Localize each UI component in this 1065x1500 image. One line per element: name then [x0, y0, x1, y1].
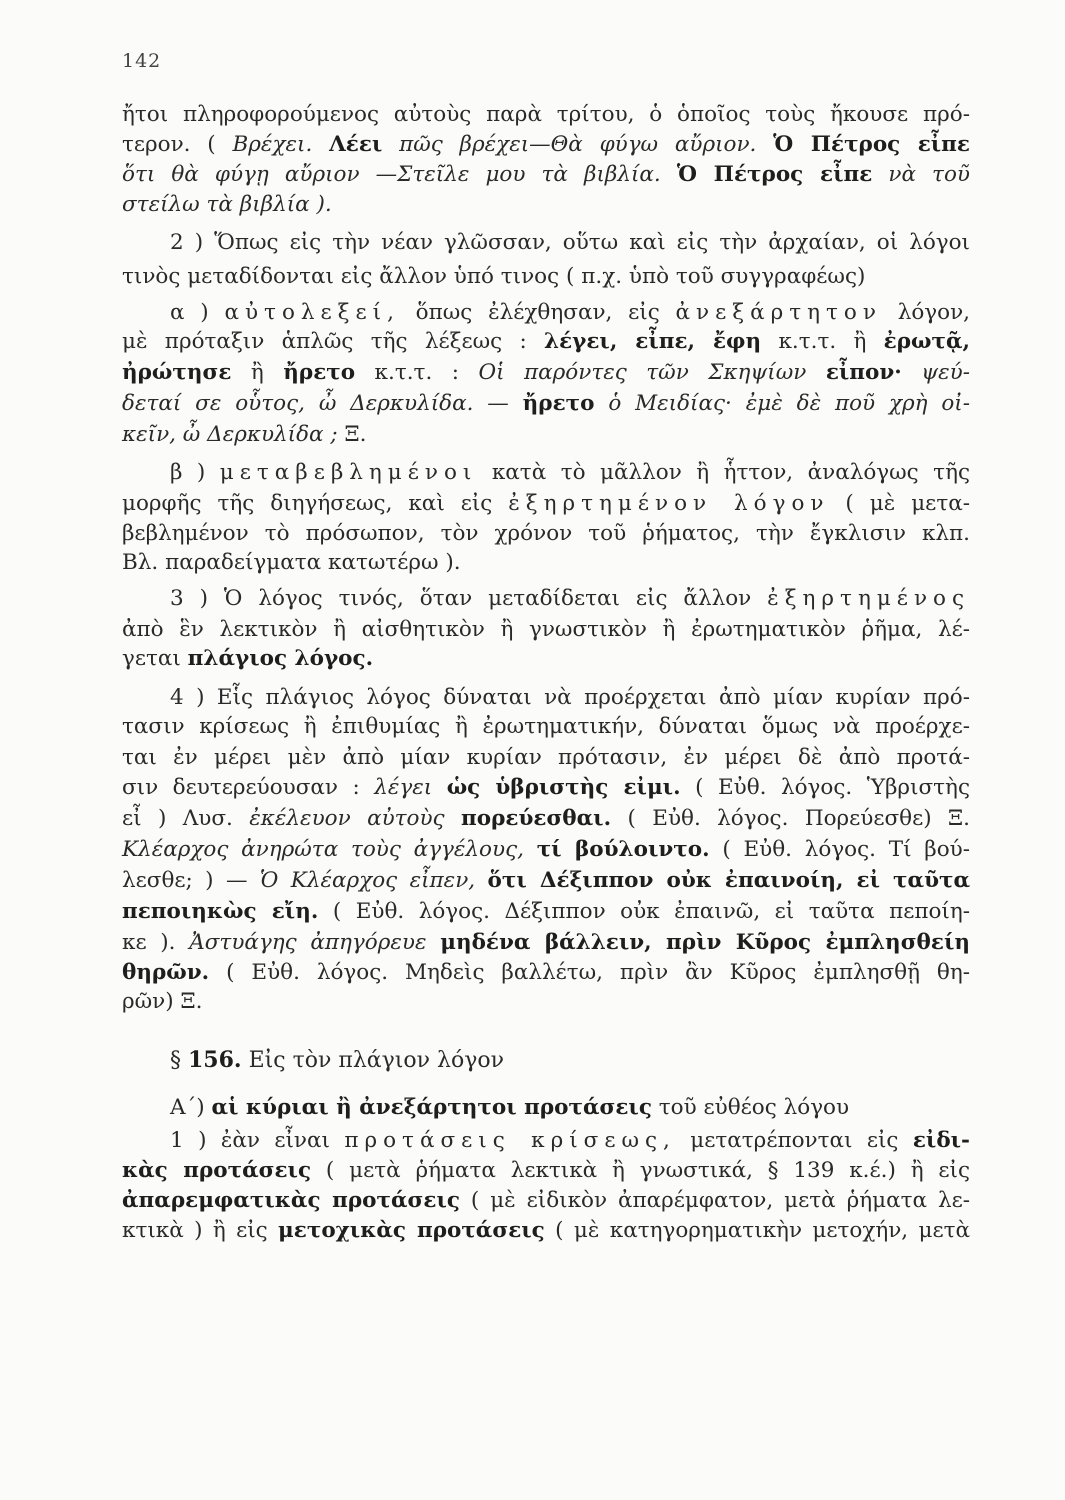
text-segment: εἶπον·: [825, 360, 902, 385]
text-segment: λόγον,: [881, 300, 970, 325]
text-segment: Κλέαρχος ἀνηρώτα τοὺς ἀγγέλους,: [122, 837, 524, 862]
text-segment: στείλω τὰ βιβλία ).: [122, 192, 332, 217]
text-line: [170, 1093, 849, 1123]
text-segment: μετοχικὰς προτάσεις: [278, 1218, 545, 1243]
text-segment: ψεύ-: [921, 360, 970, 385]
text-segment: ( Εὐθ. λόγος. Ὑβριστὴς: [680, 775, 970, 800]
text-segment: 3 ) Ὁ λόγος τινός, ὅταν μεταδίδεται εἰς ἄλλον: [170, 586, 768, 611]
text-segment: Ὁ Πέτρος εἶπε: [676, 162, 873, 187]
text-segment: προτάσεις κρίσεως,: [344, 1128, 676, 1153]
text-segment: ( μὲ εἰδικὸν ἀπαρέμφατον, μετὰ ῥήματα λε-: [459, 1188, 970, 1213]
text-segment: μετατρέπονται εἰς: [675, 1128, 913, 1153]
text-segment: 2 ) Ὅπως εἰς τὴν νέαν γλῶσσαν, οὕτω καὶ εἰς τὴν ἀρχαίαν, οἱ λόγοι: [170, 230, 970, 255]
text-segment: 156.: [188, 1047, 242, 1073]
text-segment: Οἱ παρόντες τῶν Σκηψίων: [478, 360, 807, 385]
text-segment: ( μὲ κατηγορηματικὴν μετοχήν, μετὰ: [544, 1218, 971, 1243]
text-segment: [902, 360, 921, 385]
text-line: [122, 190, 332, 220]
text-segment: μορφῆς τῆς διηγήσεως, καὶ εἰς: [122, 491, 509, 516]
text-segment: [432, 775, 447, 800]
text-segment: [872, 162, 888, 187]
text-segment: ( μὲ μετα-: [829, 491, 970, 516]
text-segment: κτικὰ ) ἢ εἰς: [122, 1218, 279, 1243]
text-segment: ἐξηρτημένον λόγον: [508, 491, 830, 516]
text-segment: Ξ.: [337, 422, 367, 447]
text-line: [122, 548, 461, 578]
text-segment: κατὰ τὸ μᾶλλον ἢ ἧττον, ἀναλόγως τῆς: [477, 460, 970, 485]
text-line: [122, 1186, 970, 1216]
text-segment: ( Εὐθ. λόγος. Τί βού-: [709, 837, 970, 862]
text-line: [122, 130, 970, 160]
text-segment: γεται: [122, 646, 188, 671]
text-segment: λέγει, εἶπε, ἔφη: [544, 329, 762, 354]
text-line: [122, 358, 970, 388]
text-segment: [524, 837, 537, 862]
text-line: [122, 773, 970, 803]
text-line: [122, 958, 970, 988]
text-line: [122, 160, 970, 190]
text-segment: [661, 162, 677, 187]
text-line: [122, 489, 970, 519]
text-line: [122, 1216, 970, 1246]
text-line: [122, 743, 970, 773]
text-line: [122, 897, 970, 927]
text-segment: ( Εὐθ. λόγος. Μηδεὶς βαλλέτω, πρὶν ἂν Κῦρος ἐμπλησθῇ θη-: [209, 960, 970, 985]
text-segment: Εἰς τὸν πλάγιον λόγον: [241, 1048, 504, 1073]
text-segment: ( Εὐθ. λόγος. Δέξιππον οὐκ ἐπαινῶ, εἰ ταῦτα πεποίη-: [318, 899, 970, 924]
text-segment: λεσθε; ) —: [122, 868, 260, 893]
text-line: [170, 584, 970, 614]
text-line: [170, 228, 970, 258]
text-line: [170, 1045, 504, 1076]
text-segment: [445, 806, 461, 831]
text-segment: κε ).: [122, 930, 190, 955]
text-segment: [312, 132, 329, 157]
text-segment: κ.τ.τ. :: [355, 360, 479, 385]
text-segment: ἐρωτᾷ,: [883, 329, 970, 354]
text-line: [170, 458, 970, 488]
text-segment: πεποιηκὼς εἴη.: [122, 899, 319, 924]
text-line: [122, 100, 970, 130]
text-segment: ἤρετο: [522, 391, 595, 416]
text-segment: ἤρετο: [283, 360, 356, 385]
text-line: [122, 327, 970, 357]
text-segment: λέγει: [374, 775, 433, 800]
text-segment: ὁ Μειδίας· ἐμὲ δὲ ποῦ χρὴ οἰ-: [608, 391, 970, 416]
text-line: [122, 389, 970, 419]
text-segment: ἀνεξάρτητον: [675, 300, 882, 325]
text-segment: ( μετὰ ῥήματα λεκτικὰ ἢ γνωστικά, § 139 κ.έ.) ἢ εἰς: [311, 1158, 971, 1183]
text-segment: πορεύεσθαι.: [461, 806, 612, 831]
text-segment: κεῖν, ὦ Δερκυλίδα ;: [122, 422, 338, 447]
text-segment: ὅπως ἐλέχθησαν, εἰς: [399, 300, 676, 325]
text-line: [122, 804, 970, 834]
text-line: [122, 1156, 970, 1186]
text-line: [122, 712, 970, 742]
text-segment: Λέει: [329, 132, 383, 157]
text-segment: ἐξηρτημένος: [767, 586, 970, 611]
text-segment: αἱ κύριαι ἢ ἀνεξάρτητοι προτάσεις: [211, 1095, 652, 1120]
text-line: [122, 519, 970, 549]
text-segment: Ὁ Κλέαρχος εἶπεν,: [259, 868, 476, 893]
text-segment: σιν δευτερεύουσαν :: [122, 775, 375, 800]
text-segment: τί βούλοιντο.: [536, 837, 710, 862]
text-segment: τινὸς μεταδίδονται εἰς ἄλλον ὑπό τινος ( π.χ. ὑπὸ τοῦ συγγραφέως): [122, 264, 866, 289]
text-segment: κ.τ.τ. ἢ: [761, 329, 884, 354]
text-segment: 4 ) Εἷς πλάγιος λόγος δύναται νὰ προέρχεται ἀπὸ μίαν κυρίαν πρό-: [170, 685, 970, 710]
text-segment: α ): [170, 300, 225, 325]
text-segment: βεβλημένον τὸ πρόσωπον, τὸν χρόνον τοῦ ῥήματος, τὴν ἔγκλισιν κλπ.: [122, 521, 970, 546]
text-line: [122, 928, 970, 958]
text-segment: τοῦ εὐθέος λόγου: [651, 1095, 850, 1120]
text-segment: [475, 868, 487, 893]
text-segment: Ὁ Πέτρος εἶπε: [773, 132, 970, 157]
text-segment: Βλ. παραδείγματα κατωτέρω ).: [122, 550, 461, 575]
text-segment: ὅτι Δέξιππον οὐκ ἐπαινοίη, εἰ ταῦτα: [487, 868, 970, 893]
text-segment: μηδένα βάλλειν, πρὶν Κῦρος ἐμπλησθείη: [440, 930, 970, 955]
text-segment: [806, 360, 825, 385]
page-number: 142: [122, 50, 162, 72]
text-line: [122, 262, 865, 292]
text-segment: ( Εὐθ. λόγος. Πορεύεσθε) Ξ.: [611, 806, 970, 831]
text-segment: §: [170, 1048, 188, 1073]
text-segment: ται ἐν μέρει μὲν ἀπὸ μίαν κυρίαν πρότασιν, ἐν μέρει δὲ ἀπὸ προτά-: [122, 745, 970, 770]
text-segment: Α΄): [170, 1095, 212, 1120]
text-segment: κὰς προτάσεις: [122, 1158, 312, 1183]
text-segment: —: [473, 391, 523, 416]
text-segment: [427, 930, 441, 955]
text-segment: [382, 132, 399, 157]
text-segment: ἤτοι πληροφορούμενος αὐτοὺς παρὰ τρίτου, ὁ ὁποῖος τοὺς ἤκουσε πρό-: [122, 102, 970, 127]
text-segment: [594, 391, 608, 416]
text-segment: νὰ τοῦ: [888, 162, 970, 187]
text-segment: ἢ: [231, 360, 284, 385]
text-segment: πλάγιος λόγος.: [187, 646, 374, 671]
text-segment: ὡς ὑβριστὴς εἰμι.: [446, 775, 681, 800]
text-segment: δεταί σε οὗτος, ὦ Δερκυλίδα.: [122, 391, 474, 416]
text-line: [122, 420, 366, 450]
text-segment: ἠρώτησε: [122, 360, 232, 385]
text-segment: ἀπαρεμφατικὰς προτάσεις: [122, 1188, 460, 1213]
text-segment: Ἀστυάγης ἀπηγόρευε: [189, 930, 427, 955]
text-line: [122, 615, 970, 645]
text-line: [170, 683, 970, 713]
text-segment: ἐκέλευον αὐτοὺς: [249, 806, 445, 831]
text-line: [170, 1126, 970, 1156]
text-segment: τερον. (: [122, 132, 233, 157]
text-line: [122, 866, 970, 896]
text-segment: ρῶν) Ξ.: [122, 989, 203, 1014]
text-segment: [756, 132, 773, 157]
text-line: [122, 835, 970, 865]
text-segment: Βρέχει.: [232, 132, 313, 157]
text-line: [122, 987, 202, 1017]
text-segment: εἶ ) Λυσ.: [122, 806, 250, 831]
text-segment: αὐτολεξεί,: [224, 300, 400, 325]
text-segment: πῶς βρέχει—Θὰ φύγω αὔριον.: [399, 132, 757, 157]
text-segment: ἀπὸ ἓν λεκτικὸν ἢ αἰσθητικὸν ἢ γνωστικὸν ἢ ἐρωτηματικὸν ῥῆμα, λέ-: [122, 617, 970, 642]
text-segment: 1 ) ἐὰν εἶναι: [170, 1128, 345, 1153]
text-segment: μὲ πρόταξιν ἁπλῶς τῆς λέξεως :: [122, 329, 545, 354]
text-segment: μεταβεβλημένοι: [219, 460, 478, 485]
text-line: [122, 644, 373, 674]
text-segment: τασιν κρίσεως ἢ ἐπιθυμίας ἢ ἐρωτηματικήν, δύναται ὅμως νὰ προέρχε-: [122, 714, 970, 739]
text-segment: θηρῶν.: [122, 960, 210, 985]
text-line: [170, 298, 970, 328]
text-segment: β ): [170, 460, 220, 485]
text-segment: εἰδι-: [912, 1128, 970, 1153]
text-segment: ὅτι θὰ φύγῃ αὔριον —Στεῖλε μου τὰ βιβλία.: [122, 162, 661, 187]
